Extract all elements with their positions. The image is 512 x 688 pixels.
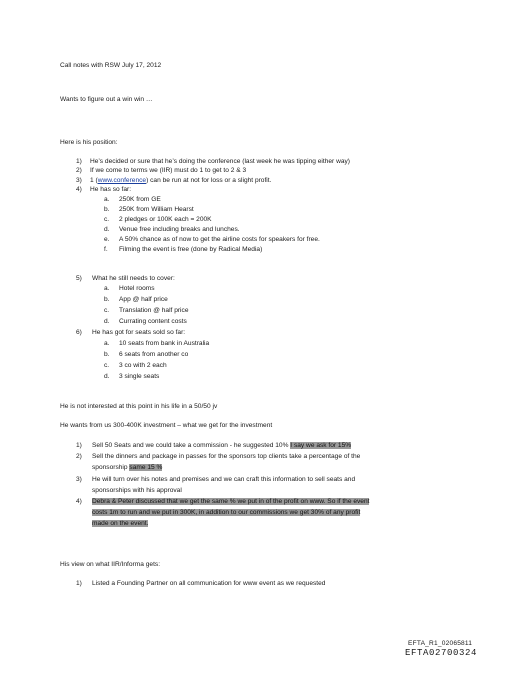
sub-letter: a. bbox=[104, 285, 110, 292]
sub-letter: a. bbox=[104, 340, 110, 347]
not-interested-line: He is not interested at this point in his life in a 50/50 jv bbox=[60, 403, 218, 410]
list-item-continuation bbox=[92, 464, 162, 472]
sub-item: 2 pledges or 100K each = 200K bbox=[119, 216, 212, 223]
list-item: He’s decided or sure that he’s doing the conference (last week he was tipping either way) bbox=[90, 158, 350, 165]
list-item: He has got for seats sold so far: bbox=[92, 329, 186, 336]
sub-item: Venue free including breaks and lunches. bbox=[119, 226, 240, 233]
list-item-text: sponsorship bbox=[92, 464, 130, 471]
highlighted-text: Debra & Peter discussed that we get the same % we put in of the profit on www. So if the event bbox=[92, 498, 370, 505]
list-item-text: ) can be run at not for loss or a slight profit. bbox=[146, 177, 272, 184]
sub-item: 250K from GE bbox=[119, 196, 161, 203]
sub-letter: b. bbox=[104, 296, 110, 303]
conference-link[interactable]: www.conference bbox=[97, 177, 147, 184]
list-item-text: 1 ( bbox=[90, 177, 98, 184]
sub-letter: b. bbox=[104, 351, 110, 358]
list-item: What he still needs to cover: bbox=[92, 275, 175, 282]
highlighted-text: same 15 % bbox=[129, 464, 163, 471]
sub-item: Hotel rooms bbox=[119, 285, 155, 292]
sub-letter: a. bbox=[104, 196, 110, 203]
wants-line: He wants from us 300-400K investment – what we get for the investment bbox=[60, 422, 273, 429]
list-item-continuation bbox=[92, 520, 148, 528]
sub-item: Translation @ half price bbox=[119, 307, 189, 314]
list-number: 4) bbox=[76, 186, 82, 193]
sub-letter: d. bbox=[104, 226, 110, 233]
list-item: He will turn over his notes and premises and we can craft this information to sell seats and bbox=[92, 476, 356, 483]
list-item bbox=[92, 498, 369, 506]
highlighted-text: costs 1m to run and we put in 300K, in addition to our commissions we get 30% of any profit bbox=[92, 509, 361, 516]
view-heading: His view on what IIR/Informa gets: bbox=[60, 561, 161, 568]
sub-letter: b. bbox=[104, 206, 110, 213]
list-number: 3) bbox=[76, 476, 82, 483]
list-number: 1) bbox=[76, 580, 82, 587]
bates-number-secondary: EFTA02700324 bbox=[405, 648, 478, 658]
sub-item: A 50% chance as of now to get the airline costs for speakers for free. bbox=[119, 236, 320, 243]
bates-number-primary: EFTA_R1_02065811 bbox=[408, 640, 473, 647]
list-number: 3) bbox=[76, 177, 82, 184]
intro-line: Wants to figure out a win win … bbox=[60, 96, 153, 103]
sub-item: Filming the event is free (done by Radical Media) bbox=[119, 246, 263, 253]
list-item: Listed a Founding Partner on all communication for www event as we requested bbox=[92, 580, 326, 587]
highlighted-text: made on the event. bbox=[92, 520, 149, 527]
list-item-continuation: sponsorships with his approval bbox=[92, 487, 182, 494]
sub-item: App @ half price bbox=[119, 296, 168, 303]
list-number: 1) bbox=[76, 442, 82, 449]
list-item bbox=[92, 442, 351, 450]
sub-item: 3 co with 2 each bbox=[119, 362, 167, 369]
sub-letter: d. bbox=[104, 318, 110, 325]
list-number: 2) bbox=[76, 167, 82, 174]
sub-letter: c. bbox=[104, 216, 110, 223]
list-item: If we come to terms we (IIR) must do 1 to get to 2 & 3 bbox=[90, 167, 247, 174]
sub-item: 6 seats from another co bbox=[119, 351, 189, 358]
sub-item: 250K from William Hearst bbox=[119, 206, 194, 213]
list-item: He has so far: bbox=[90, 186, 132, 193]
sub-letter: c. bbox=[104, 362, 110, 369]
document-title: Call notes with RSW July 17, 2012 bbox=[60, 62, 162, 69]
list-number: 4) bbox=[76, 498, 82, 505]
sub-item: 10 seats from bank in Australia bbox=[119, 340, 210, 347]
list-number: 1) bbox=[76, 158, 82, 165]
sub-item: 3 single seats bbox=[119, 373, 160, 380]
list-number: 5) bbox=[76, 275, 82, 282]
sub-letter: e. bbox=[104, 236, 110, 243]
list-number: 2) bbox=[76, 453, 82, 460]
sub-letter: f. bbox=[104, 246, 108, 253]
list-item: Sell the dinners and package in passes for the sponsors top clients take a percentage of the bbox=[92, 453, 361, 460]
sub-letter: c. bbox=[104, 307, 110, 314]
list-number: 6) bbox=[76, 329, 82, 336]
sub-item: Currating content costs bbox=[119, 318, 187, 325]
sub-letter: d. bbox=[104, 373, 110, 380]
position-heading: Here is his position: bbox=[60, 139, 118, 146]
list-item-text: Sell 50 Seats and we could take a commission - he suggested 10% bbox=[92, 442, 291, 449]
list-item bbox=[90, 177, 271, 185]
highlighted-text: I say we ask for 15% bbox=[290, 442, 352, 449]
list-item-continuation bbox=[92, 509, 360, 517]
